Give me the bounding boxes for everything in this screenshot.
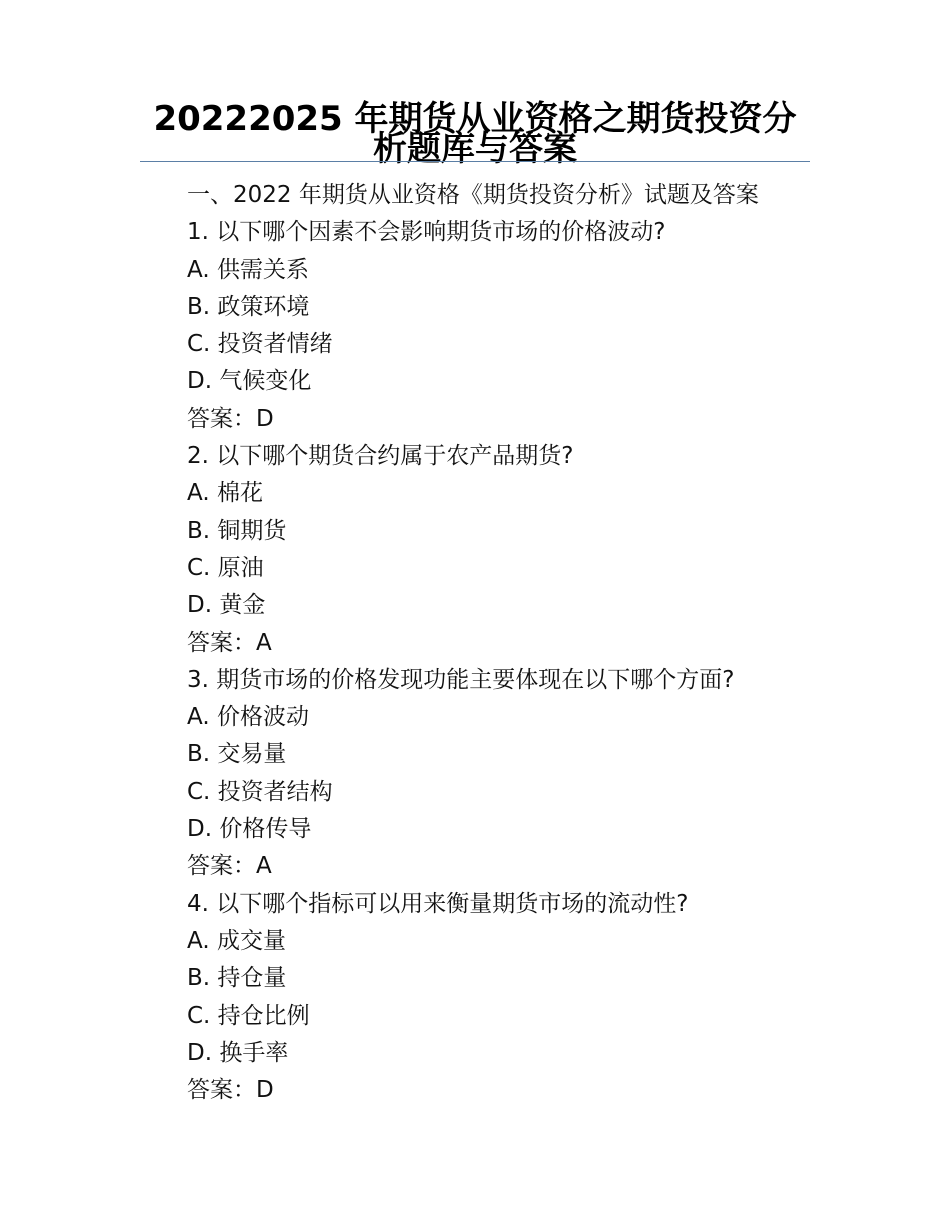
question-option: B. 持仓量 <box>187 965 287 992</box>
question-answer: 答案：A <box>187 629 272 656</box>
question-answer: 答案：A <box>187 853 272 880</box>
question-stem: 2. 以下哪个期货合约属于农产品期货? <box>187 443 574 470</box>
question-option: A. 成交量 <box>187 927 286 954</box>
document-title: 20222025 年期货从业资格之期货投资分析题库与答案 <box>153 99 797 169</box>
question-option: D. 换手率 <box>187 1039 289 1066</box>
title-underline <box>140 161 810 162</box>
question-option: C. 投资者情绪 <box>187 331 333 358</box>
question-option: B. 交易量 <box>187 741 287 768</box>
question-block-2 <box>187 438 827 662</box>
question-option: C. 投资者结构 <box>187 778 333 805</box>
question-block-1 <box>187 214 827 438</box>
question-option: B. 政策环境 <box>187 293 310 320</box>
question-option: B. 铜期货 <box>187 517 287 544</box>
section-heading: 一、2022 年期货从业资格《期货投资分析》试题及答案 <box>187 182 759 208</box>
question-option: D. 黄金 <box>187 592 266 619</box>
question-option: D. 气候变化 <box>187 368 312 395</box>
question-option: C. 持仓比例 <box>187 1002 310 1029</box>
question-answer: 答案：D <box>187 1077 274 1104</box>
question-block-4 <box>187 886 827 1110</box>
question-option: A. 棉花 <box>187 480 263 507</box>
question-block-3 <box>187 662 827 886</box>
question-option: D. 价格传导 <box>187 816 312 843</box>
question-answer: 答案：D <box>187 405 274 432</box>
question-option: C. 原油 <box>187 554 264 581</box>
question-stem: 1. 以下哪个因素不会影响期货市场的价格波动? <box>187 219 666 246</box>
question-stem: 3. 期货市场的价格发现功能主要体现在以下哪个方面? <box>187 666 735 693</box>
question-option: A. 供需关系 <box>187 256 309 283</box>
question-stem: 4. 以下哪个指标可以用来衡量期货市场的流动性? <box>187 890 689 917</box>
question-option: A. 价格波动 <box>187 704 309 731</box>
document-body <box>187 177 827 1109</box>
